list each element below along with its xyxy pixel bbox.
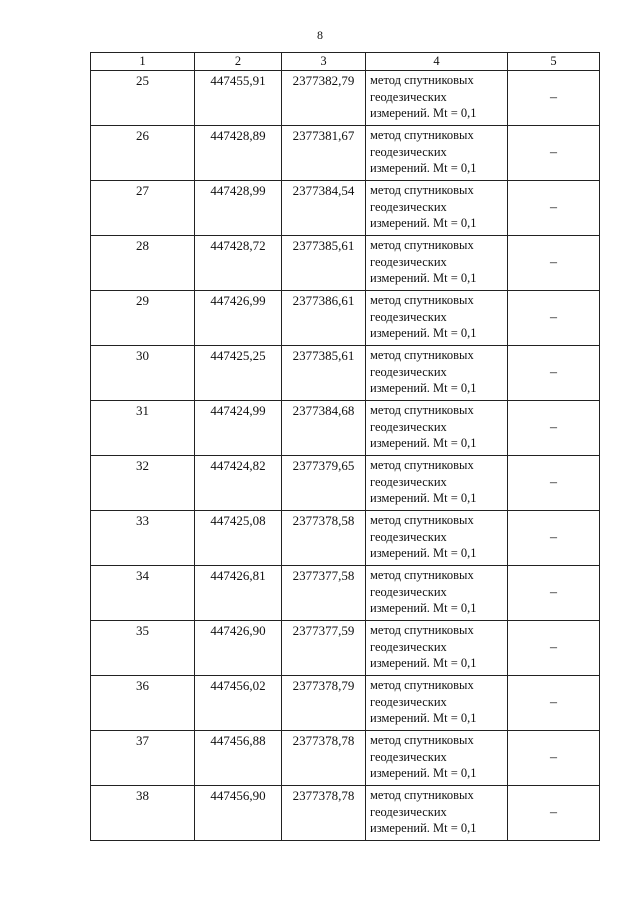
table-row (91, 126, 600, 181)
table-row (91, 181, 600, 236)
note-cell: – (508, 786, 600, 841)
method-line: геодезических (370, 639, 447, 654)
coordinate-x-cell: 447425,08 (195, 511, 282, 566)
note-cell: – (508, 511, 600, 566)
coordinate-x-cell: 447428,89 (195, 126, 282, 181)
method-line: метод спутниковых (370, 348, 474, 362)
coordinate-x-cell: 447455,91 (195, 71, 282, 126)
method-cell (366, 566, 508, 621)
method-line: геодезических (370, 529, 447, 544)
coordinate-x-cell: 447424,82 (195, 456, 282, 511)
point-number-cell: 28 (91, 236, 195, 291)
method-line: измерений. Mt = 0,1 (370, 601, 477, 615)
header-cell-3: 3 (282, 53, 366, 71)
coordinate-y-cell: 2377377,59 (282, 621, 366, 676)
method-line: метод спутниковых (370, 403, 474, 417)
coordinate-y-cell: 2377378,78 (282, 731, 366, 786)
table-row (91, 236, 600, 291)
point-number-cell: 26 (91, 126, 195, 181)
header-cell-1: 1 (91, 53, 195, 71)
method-line: геодезических (370, 474, 447, 489)
method-line: измерений. Mt = 0,1 (370, 161, 477, 175)
coordinate-y-cell: 2377384,68 (282, 401, 366, 456)
method-line: метод спутниковых (370, 73, 474, 87)
note-cell: – (508, 291, 600, 346)
coordinate-x-cell: 447425,25 (195, 346, 282, 401)
method-line: метод спутниковых (370, 788, 474, 802)
coordinate-x-cell: 447456,90 (195, 786, 282, 841)
point-number-cell: 30 (91, 346, 195, 401)
table-row (91, 566, 600, 621)
method-line: метод спутниковых (370, 183, 474, 197)
coordinate-y-cell: 2377382,79 (282, 71, 366, 126)
coordinate-y-cell: 2377385,61 (282, 346, 366, 401)
method-line: измерений. Mt = 0,1 (370, 711, 477, 725)
header-cell-2: 2 (195, 53, 282, 71)
method-cell (366, 401, 508, 456)
header-cell-5: 5 (508, 53, 600, 71)
point-number-cell: 38 (91, 786, 195, 841)
method-line: геодезических (370, 419, 447, 434)
method-cell (366, 291, 508, 346)
point-number-cell: 29 (91, 291, 195, 346)
table-row (91, 511, 600, 566)
method-cell (366, 511, 508, 566)
method-line: измерений. Mt = 0,1 (370, 271, 477, 285)
coordinate-y-cell: 2377377,58 (282, 566, 366, 621)
method-cell (366, 456, 508, 511)
coordinate-x-cell: 447456,88 (195, 731, 282, 786)
table-row (91, 731, 600, 786)
method-line: метод спутниковых (370, 568, 474, 582)
point-number-cell: 25 (91, 71, 195, 126)
method-cell (366, 786, 508, 841)
note-cell: – (508, 346, 600, 401)
table-row (91, 621, 600, 676)
header-row (91, 53, 600, 71)
method-line: метод спутниковых (370, 513, 474, 527)
point-number-cell: 37 (91, 731, 195, 786)
table-body (91, 71, 600, 841)
coordinate-y-cell: 2377379,65 (282, 456, 366, 511)
coordinate-x-cell: 447456,02 (195, 676, 282, 731)
coordinate-x-cell: 447428,99 (195, 181, 282, 236)
method-line: измерений. Mt = 0,1 (370, 106, 477, 120)
point-number-cell: 35 (91, 621, 195, 676)
coordinate-y-cell: 2377381,67 (282, 126, 366, 181)
coordinate-x-cell: 447426,90 (195, 621, 282, 676)
method-line: метод спутниковых (370, 678, 474, 692)
coordinate-y-cell: 2377378,58 (282, 511, 366, 566)
method-line: геодезических (370, 199, 447, 214)
method-cell (366, 676, 508, 731)
note-cell: – (508, 71, 600, 126)
table-row (91, 676, 600, 731)
note-cell: – (508, 181, 600, 236)
method-cell (366, 346, 508, 401)
method-line: геодезических (370, 309, 447, 324)
coordinate-x-cell: 447426,81 (195, 566, 282, 621)
method-line: метод спутниковых (370, 458, 474, 472)
method-cell (366, 621, 508, 676)
table-row (91, 456, 600, 511)
method-line: геодезических (370, 144, 447, 159)
method-line: геодезических (370, 89, 447, 104)
coordinate-y-cell: 2377384,54 (282, 181, 366, 236)
table-row (91, 71, 600, 126)
method-line: геодезических (370, 364, 447, 379)
point-number-cell: 27 (91, 181, 195, 236)
method-line: измерений. Mt = 0,1 (370, 216, 477, 230)
method-line: геодезических (370, 749, 447, 764)
point-number-cell: 34 (91, 566, 195, 621)
method-cell (366, 71, 508, 126)
coordinate-y-cell: 2377385,61 (282, 236, 366, 291)
method-line: измерений. Mt = 0,1 (370, 491, 477, 505)
method-line: измерений. Mt = 0,1 (370, 436, 477, 450)
method-cell (366, 126, 508, 181)
coordinate-x-cell: 447424,99 (195, 401, 282, 456)
page-number: 8 (317, 28, 323, 42)
method-line: геодезических (370, 254, 447, 269)
note-cell: – (508, 126, 600, 181)
point-number-cell: 33 (91, 511, 195, 566)
coordinates-table (90, 52, 600, 841)
method-line: измерений. Mt = 0,1 (370, 821, 477, 835)
method-line: геодезических (370, 584, 447, 599)
method-line: геодезических (370, 804, 447, 819)
point-number-cell: 31 (91, 401, 195, 456)
coordinate-y-cell: 2377386,61 (282, 291, 366, 346)
note-cell: – (508, 621, 600, 676)
method-line: метод спутниковых (370, 128, 474, 142)
method-cell (366, 181, 508, 236)
table-row (91, 346, 600, 401)
coordinate-x-cell: 447428,72 (195, 236, 282, 291)
header-cell-4: 4 (366, 53, 508, 71)
method-line: измерений. Mt = 0,1 (370, 381, 477, 395)
note-cell: – (508, 731, 600, 786)
method-line: геодезических (370, 694, 447, 709)
note-cell: – (508, 236, 600, 291)
method-cell (366, 731, 508, 786)
point-number-cell: 36 (91, 676, 195, 731)
method-line: измерений. Mt = 0,1 (370, 326, 477, 340)
method-cell (366, 236, 508, 291)
table-row (91, 291, 600, 346)
method-line: метод спутниковых (370, 238, 474, 252)
method-line: измерений. Mt = 0,1 (370, 766, 477, 780)
method-line: измерений. Mt = 0,1 (370, 656, 477, 670)
coordinate-x-cell: 447426,99 (195, 291, 282, 346)
table-row (91, 786, 600, 841)
method-line: метод спутниковых (370, 623, 474, 637)
coordinate-y-cell: 2377378,79 (282, 676, 366, 731)
note-cell: – (508, 566, 600, 621)
note-cell: – (508, 676, 600, 731)
method-line: метод спутниковых (370, 293, 474, 307)
note-cell: – (508, 456, 600, 511)
method-line: измерений. Mt = 0,1 (370, 546, 477, 560)
table-row (91, 401, 600, 456)
point-number-cell: 32 (91, 456, 195, 511)
method-line: метод спутниковых (370, 733, 474, 747)
note-cell: – (508, 401, 600, 456)
coordinate-y-cell: 2377378,78 (282, 786, 366, 841)
